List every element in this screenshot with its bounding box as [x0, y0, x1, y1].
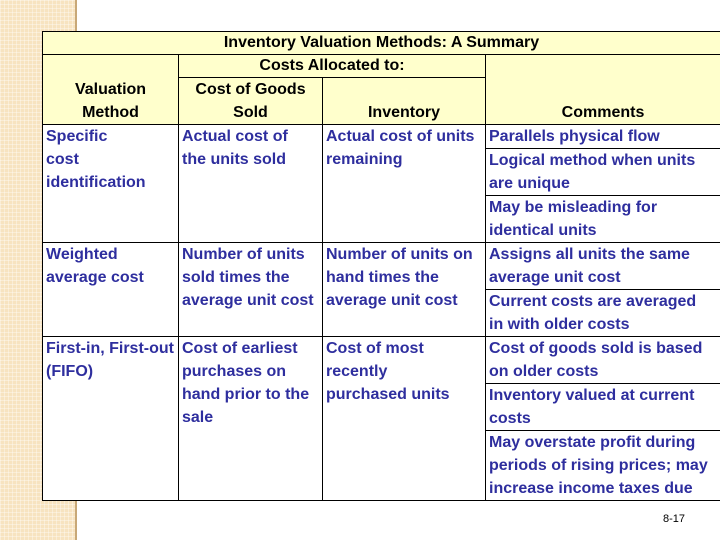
header-valuation-method: Valuation Method: [43, 55, 179, 125]
inventory-valuation-summary-table: [42, 31, 720, 501]
header-costs-allocated: Costs Allocated to:: [179, 55, 486, 78]
inventory-cell: Number of units on hand times the average unit cost: [323, 243, 486, 337]
header-row-1: [43, 55, 720, 78]
comment-cell: Cost of goods sold is based on older costs: [486, 337, 720, 384]
table-row: [43, 243, 720, 290]
inventory-cell: Cost of most recently purchased units: [323, 337, 486, 501]
table-title: Inventory Valuation Methods: A Summary: [43, 32, 720, 55]
title-row: [43, 32, 720, 55]
cogs-cell: Number of units sold times the average unit cost: [179, 243, 323, 337]
header-cost-of-goods-sold: Cost of Goods Sold: [179, 78, 323, 125]
method-cell: First-in, First-out (FIFO): [43, 337, 179, 501]
inventory-cell: Actual cost of units remaining: [323, 125, 486, 243]
comment-cell: Inventory valued at current costs: [486, 384, 720, 431]
table-row: [43, 125, 720, 149]
cogs-cell: Actual cost of the units sold: [179, 125, 323, 243]
comment-cell: May overstate profit during periods of rising prices; may increase income taxes due: [486, 431, 720, 501]
method-cell: Weighted average cost: [43, 243, 179, 337]
header-comments: Comments: [486, 55, 720, 125]
comment-cell: Current costs are averaged in with older costs: [486, 290, 720, 337]
table-row: [43, 337, 720, 384]
slide-number: 8-17: [663, 513, 686, 525]
comment-cell: Logical method when units are unique: [486, 149, 720, 196]
comment-cell: Parallels physical flow: [486, 125, 720, 149]
comment-cell: May be misleading for identical units: [486, 196, 720, 243]
header-inventory: Inventory: [323, 78, 486, 125]
cogs-cell: Cost of earliest purchases on hand prior to the sale: [179, 337, 323, 501]
method-cell: Specific cost identification: [43, 125, 179, 243]
comment-cell: Assigns all units the same average unit cost: [486, 243, 720, 290]
